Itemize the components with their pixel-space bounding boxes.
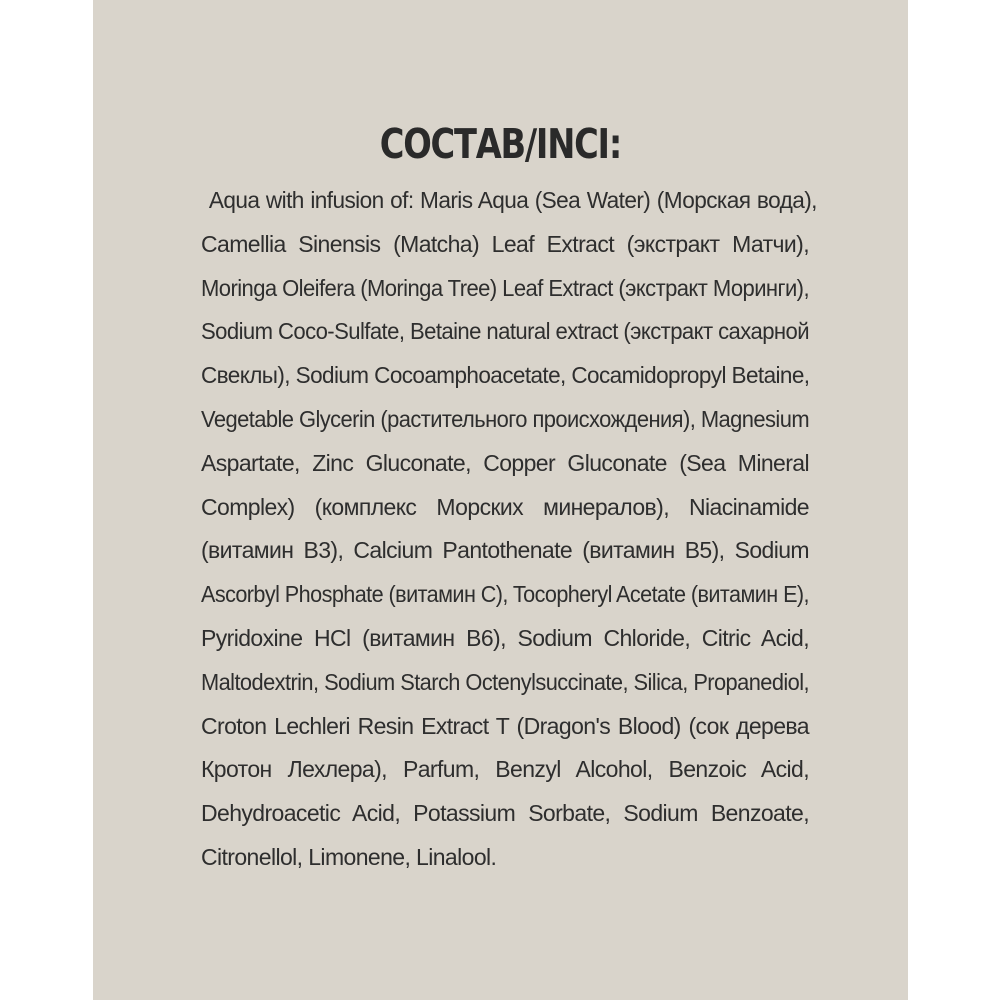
ingredients-line: Maltodextrin, Sodium Starch Octenylsuccinate, Silica, Propanediol,: [201, 668, 809, 695]
ingredients-line: Pyridoxine HCl (витамин B6), Sodium Chloride, Citric Acid,: [201, 624, 809, 651]
ingredients-line: Ascorbyl Phosphate (витамин С), Tocopheryl Acetate (витамин Е),: [201, 581, 810, 608]
ingredients-line: (витамин B3), Calcium Pantothenate (витамин B5), Sodium: [201, 537, 809, 564]
ingredients-line: Aqua with infusion of: Maris Aqua (Sea Water) (Морская вода),: [208, 187, 817, 213]
ingredients-line: Sodium Coco-Sulfate, Betaine natural extract (экстракт сахарной: [201, 318, 809, 345]
ingredients-line: Camellia Sinensis (Matcha) Leaf Extract (экстракт Матчи),: [201, 230, 809, 257]
ingredients-line: Свеклы), Sodium Cocoamphoacetate, Cocamidopropyl Betaine,: [201, 362, 810, 389]
composition-title: СОСТАВ/INCI:: [379, 120, 622, 168]
ingredients-line: Citronellol, Limonene, Linalool.: [201, 843, 497, 870]
ingredients-line: Vegetable Glycerin (растительного происхождения), Magnesium: [201, 405, 809, 432]
ingredients-list: [201, 179, 817, 880]
ingredients-line: Dehydroacetic Acid, Potassium Sorbate, Sodium Benzoate,: [201, 800, 809, 827]
label-panel: [93, 0, 908, 1000]
ingredients-line: Moringa Oleifera (Moringa Tree) Leaf Extract (экстракт Моринги),: [201, 274, 809, 301]
ingredients-line: Complex) (комплекс Морских минералов), Niacinamide: [201, 493, 809, 520]
ingredients-line: Aspartate, Zinc Gluconate, Copper Gluconate (Sea Mineral: [201, 449, 809, 476]
ingredients-line: Кротон Лехлера), Parfum, Benzyl Alcohol, Benzoic Acid,: [201, 756, 809, 783]
ingredients-line: Croton Lechleri Resin Extract T (Dragon's Blood) (сок дерева: [201, 712, 809, 739]
